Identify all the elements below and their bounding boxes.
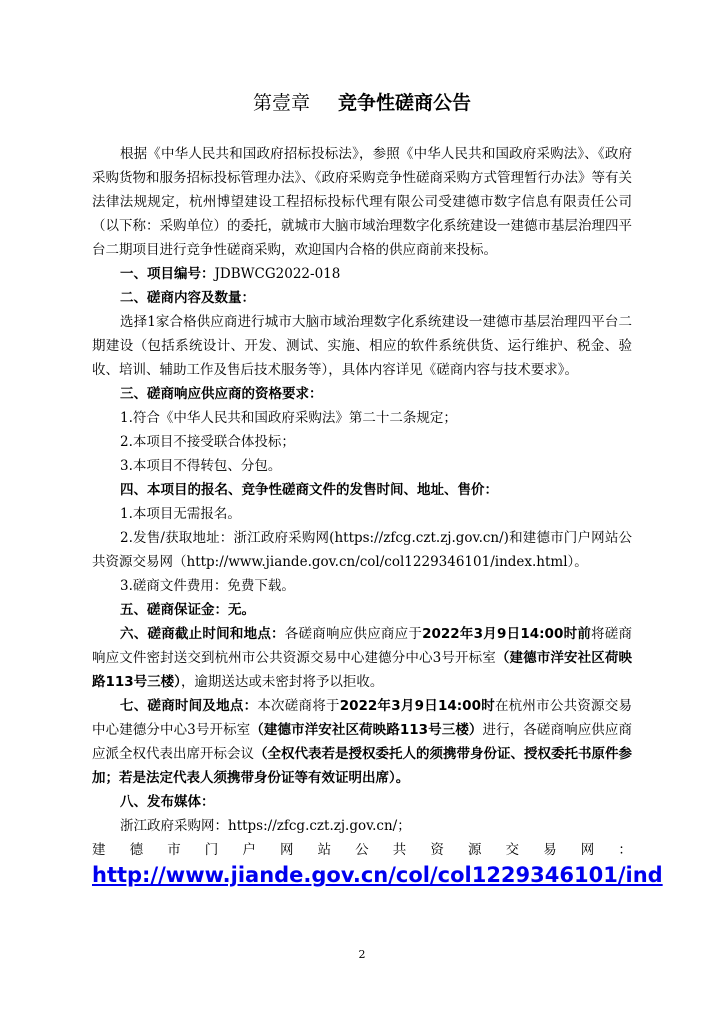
label-char: ： xyxy=(618,842,632,858)
consultation-time: 2022年3月9日14:00时 xyxy=(339,698,495,714)
section-2-heading: 二、磋商内容及数量： xyxy=(120,290,255,306)
deadline-time: 2022年3月9日14:00时前 xyxy=(422,626,592,642)
jiande-portal-link[interactable]: http://www.jiande.gov.cn/col/col1229346101/ind xyxy=(92,863,663,887)
section-2-body: 选择1家合格供应商进行城市大脑市域治理数字化系统建设一建德市基层治理四平台二期建设（包括系统设计、开发、测试、实施、相应的软件系统供货、运行维护、税金、验收、培训、辅助工作及售后技术服务等），具体内容详见《磋商内容与技术要求》。 xyxy=(92,314,632,378)
media-zjgp: 浙江政府采购网：https://zfcg.czt.zj.gov.cn/； xyxy=(120,818,411,834)
section-7-heading: 七、磋商时间及地点： xyxy=(120,698,258,714)
section-8-heading: 八、发布媒体： xyxy=(120,794,215,810)
qualification-item: 1.符合《中华人民共和国政府采购法》第二十二条规定； xyxy=(120,410,457,426)
qualification-item: 3.本项目不得转包、分包。 xyxy=(120,458,282,474)
section-1-heading: 一、项目编号： xyxy=(120,266,215,282)
label-char: 易 xyxy=(543,842,557,858)
section-6-heading: 六、磋商截止时间和地点： xyxy=(120,626,285,642)
section-5-heading: 五、磋商保证金：无。 xyxy=(120,602,255,618)
section-3-heading: 三、磋商响应供应商的资格要求： xyxy=(120,386,323,402)
sale-item-2: 2.发售/获取地址：浙江政府采购网(https://zfcg.czt.zj.gov.cn/)和建德市门户网站公共资源交易网（http://www.jiande.gov.cn/col/col1229346101/index.html）。 xyxy=(92,530,632,570)
label-char: 门 xyxy=(204,842,219,858)
label-char: 交 xyxy=(505,842,520,858)
label-char: 网 xyxy=(580,842,595,858)
page-number: 2 xyxy=(358,948,366,961)
project-number: JDBWCG2022-018 xyxy=(214,266,341,282)
label-char: 站 xyxy=(317,842,332,858)
section-6-text: 将磋商响应文件密封送交到杭州市公共资源交易中心建德分中心3号开标室 xyxy=(92,626,633,666)
intro-paragraph: 根据《中华人民共和国政府招标投标法》，参照《中华人民共和国政府采购法》、《政府采购货物和服务招标投标管理办法》、《政府采购竞争性磋商采购方式管理暂行办法》等有关法律法规规定，杭州博望建设工程招标投标代理有限公司受建德市数字信息有限责任公司（以下称：采购单位）的委托，就城市大脑市域治理数字化系统建设一建德市基层治理四平台二期项目进行竞争性磋商采购，欢迎国内合格的供应商前来投标。 xyxy=(92,146,632,258)
sale-item-1: 1.本项目无需报名。 xyxy=(120,506,241,522)
label-char: 源 xyxy=(467,842,482,858)
section-7-text: 进行，各磋商响应供应商应派全权代表出席开标会议 xyxy=(92,722,632,762)
section-6-text: ，逾期送达或未密封将予以拒收。 xyxy=(180,674,384,690)
label-char: 共 xyxy=(392,842,407,858)
section-4-heading: 四、本项目的报名、竞争性磋商文件的发售时间、地址、售价： xyxy=(120,482,498,498)
section-7-text: 本次磋商将于 xyxy=(257,698,340,714)
label-char: 市 xyxy=(167,842,181,858)
venue-address: （建德市洋安社区荷映路113号三楼） xyxy=(92,650,633,690)
chapter-number: 第壹章 xyxy=(252,92,310,114)
section-1 xyxy=(92,262,632,286)
announcement-title: 竞争性磋商公告 xyxy=(338,92,472,114)
section-6 xyxy=(92,622,632,694)
label-char: 资 xyxy=(430,842,444,858)
label-char: 公 xyxy=(355,842,369,858)
label-char: 德 xyxy=(129,842,144,858)
venue-address: （建德市洋安社区荷映路113号三楼） xyxy=(250,722,483,738)
section-6-text: 各磋商响应供应商应于 xyxy=(284,626,423,642)
label-char: 网 xyxy=(279,842,294,858)
label-char: 建 xyxy=(92,842,106,858)
chapter-title xyxy=(0,88,724,115)
announcement-body xyxy=(92,142,663,888)
media-jiande-label xyxy=(92,838,632,862)
qualification-item: 2.本项目不接受联合体投标； xyxy=(120,434,295,450)
sale-item-3: 3.磋商文件费用：免费下载。 xyxy=(120,578,295,594)
section-7 xyxy=(92,694,632,790)
representative-requirements: （全权代表若是授权委托人的须携带身份证、授权委托书原件参加；若是法定代表人须携带身份证等有效证明出席）。 xyxy=(92,746,632,786)
label-char: 户 xyxy=(242,842,256,858)
section-7-text: 在杭州市公共资源交易中心建德分中心3号开标室 xyxy=(92,698,633,738)
